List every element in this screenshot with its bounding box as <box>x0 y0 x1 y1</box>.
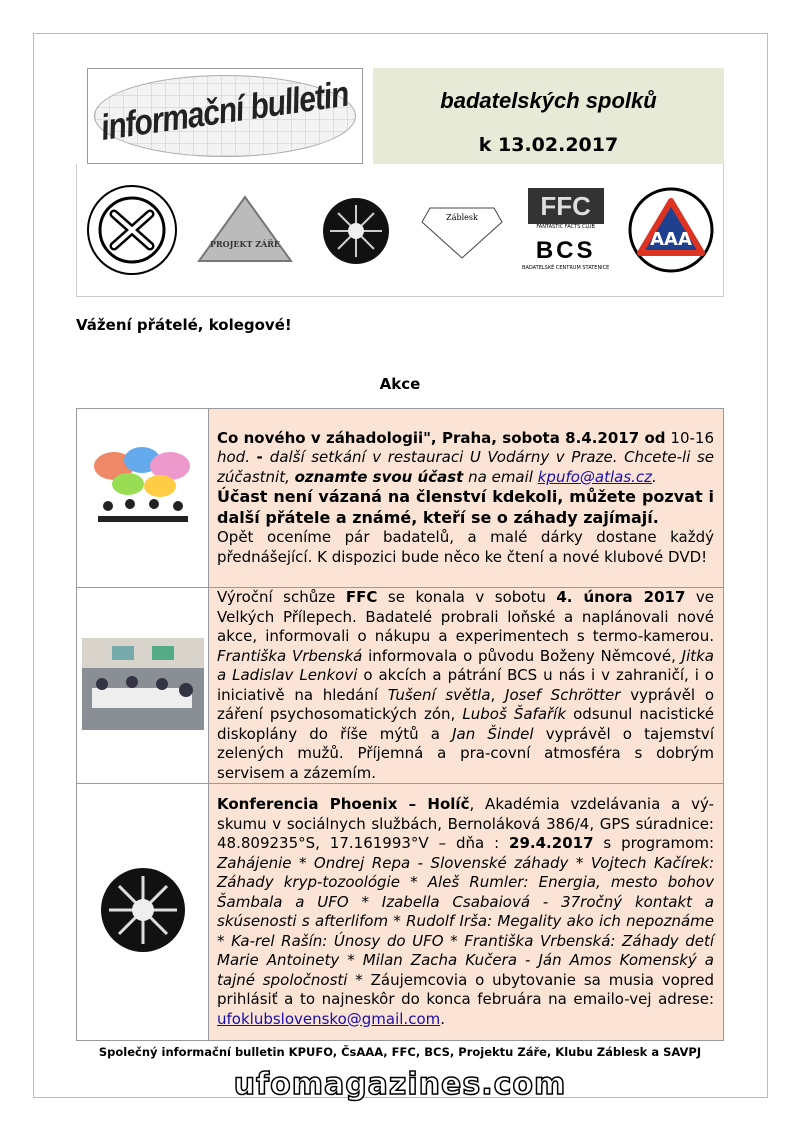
text: další setkání v restauraci U Vodárny v Praze. Chcete-li se zúčastnit, <box>217 448 714 486</box>
event-row <box>77 409 724 588</box>
text: oznamte svou účast <box>294 467 464 486</box>
watermark: ufomagazines.com <box>233 1067 567 1102</box>
text: 4. února 2017 <box>556 588 686 606</box>
text: 29.4.2017 <box>509 834 594 852</box>
text: na email <box>463 467 538 486</box>
email-link[interactable]: ufoklubslovensko@gmail.com <box>217 1009 441 1028</box>
text: Opět oceníme pár badatelů, a malé dárky dostane každý přednášející. K dispozici bude něco ke čtení a nové klubové DVD! <box>217 528 714 566</box>
logo-text: informační bulletin <box>98 74 351 149</box>
bcs-logo: BCS <box>535 237 596 264</box>
text: odsunul nacistické diskoplány do říše mýtů a <box>217 705 714 743</box>
text: , Akadémia vzdelávania a vý-skumu v sociálnych službách, Bernoláková 386/4, GPS súradnice: 48.809235°S, 17.161993°V – dňa : <box>217 795 715 852</box>
savpj-logo <box>311 183 401 278</box>
discussion-image <box>77 409 209 588</box>
text: - <box>256 448 270 467</box>
text: . <box>440 1009 446 1028</box>
greeting: Vážení přátelé, kolegové! <box>76 316 292 334</box>
text: Výroční schůze <box>217 588 346 606</box>
event-text <box>209 409 724 588</box>
ffc-caption: FANTASTIC FACTS CLUB <box>536 224 595 230</box>
text: hod. <box>217 448 257 467</box>
event-text <box>209 588 724 784</box>
title-box <box>373 68 724 164</box>
bulletin-date: k 13.02.2017 <box>478 134 619 156</box>
savpj-image <box>77 784 209 1041</box>
text: Josef Schrötter <box>505 685 621 704</box>
text: Františka Vrbenská <box>217 646 363 665</box>
email-link[interactable]: kpufo@atlas.cz <box>537 467 653 486</box>
csaaa-logo <box>628 187 714 273</box>
text: Tušení světla <box>387 685 491 704</box>
content-flow <box>0 375 800 1102</box>
text: 10-16 <box>665 428 714 447</box>
event-row <box>77 784 724 1041</box>
event-heading: Konferencia Phoenix – Holíč <box>217 795 470 813</box>
event-row <box>77 588 724 784</box>
ffc-logo: FFC <box>528 188 604 224</box>
logos-row <box>76 164 724 297</box>
footer: Společný informační bulletin KPUFO, ČsAAA, FFC, BCS, Projektu Záře, Klubu Záblesk a SAVPJ <box>98 1045 702 1059</box>
event-note: Účast není vázaná na členství kdekoli, můžete pozvat i další přátele a známé, kteří se o záhady zajímají. <box>217 487 714 527</box>
text: . <box>652 467 657 486</box>
text: s programom: <box>593 834 714 852</box>
svg-text:AAA: AAA <box>649 229 692 250</box>
meeting-photo <box>77 588 209 784</box>
text: vyprávěl o záření psychosomatických zón, <box>217 685 714 723</box>
bcs-caption: BADATELSKÉ CENTRUM STATENICE <box>522 265 610 271</box>
projekt-zare-logo <box>197 195 293 265</box>
event-heading: Co nového v záhadologii", Praha, sobota 8.4.2017 od <box>217 428 666 447</box>
text: Luboš Šafařík <box>462 705 567 723</box>
text: ve Velkých Přílepech. Badatelé probrali loňské a naplánovali nové akce, informovali o nákupu a experimentech s termo-kamerou. <box>217 588 715 645</box>
svg-text:Záblesk: Záblesk <box>445 213 478 222</box>
section-title: Akce <box>379 375 421 393</box>
svg-text:PROJEKT ZÁŘE: PROJEKT ZÁŘE <box>209 239 280 249</box>
text: vyprávěl o tajemství zelených mužů. Příjemná a pra-covní atmosféra s dobrým servisem a zázemím. <box>217 724 714 782</box>
text: informovala o původu Boženy Němcové, <box>362 646 682 665</box>
text: o akcích a pátrání BCS u nás i v zahraničí, i o iniciativě na hledání <box>217 666 714 704</box>
text: Jan Šindel <box>452 724 534 743</box>
text: * Záujemcovia o ubytovanie sa musia vopred prihlásiť a to najneskôr do konca februára na emailo-vej adrese: <box>217 970 714 1008</box>
event-text <box>209 784 724 1041</box>
ffc-bcs-logo <box>522 188 609 272</box>
text: FFC <box>345 588 378 606</box>
bulletin-title: badatelských spolků <box>440 88 657 113</box>
text: Jitka a Ladislav Lenkovi <box>217 646 714 684</box>
text: , <box>490 685 506 704</box>
text: Zahájenie * Ondrej Repa - Slovenské záhady * Vojtech Kačírek: Záhady kryp-tozoológie * Aleš Rumler: Energia, mesto bohov Šambala a UFO * Izabella Csabaiová - 37ročný kontakt a skúsenosti s afterlifom * Rudolf Irša: Megality ako ich nepoznáme * Ka-rel Rašín: Únosy do UFO * Františka Vrbenská: Záhady detí Marie Antoinety * Milan Zacha Kučera - Ján Amos Komenský a tajné spoločnosti <box>217 853 714 989</box>
bulletin-logo <box>87 68 363 164</box>
events-table <box>76 408 724 1041</box>
zablesk-logo <box>420 200 504 260</box>
text: se konala v sobotu <box>377 588 557 606</box>
kpufo-logo <box>86 184 178 276</box>
